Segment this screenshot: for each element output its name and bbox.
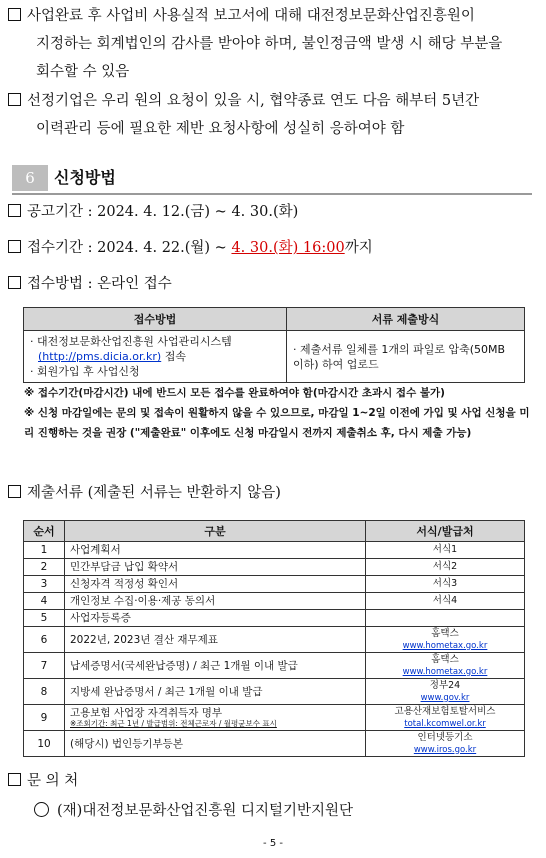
table-row: 2 민간부담금 납입 확약서 서식2	[24, 559, 525, 576]
table-row: 4 개인정보 수집·이용·제공 동의서 서식4	[24, 593, 525, 610]
col-category: 구분	[65, 521, 366, 542]
table-row: 1 사업계획서 서식1	[24, 542, 525, 559]
section-title: 신청방법	[54, 168, 116, 187]
docs-heading: 제출서류 (제출된 서류는 반환하지 않음)	[8, 482, 281, 504]
circle-bullet-icon	[34, 802, 49, 817]
iros-link[interactable]: www.iros.go.kr	[413, 744, 477, 755]
announce-period: 공고기간 : 2024. 4. 12.(금) ~ 4. 30.(화)	[8, 201, 298, 223]
checkbox-bullet-icon	[8, 276, 21, 289]
inquiry-condition-note: ※조회기간: 최근 1년 / 발급범위: 전체근로자 / 월평균보수 표시	[70, 718, 277, 728]
bullet-history: 선정기업은 우리 원의 요청이 있을 시, 협약종료 연도 다음 해부터 5년간 이력관리 등에 필요한 제반 요청사항에 성실히 응하여야 함	[8, 87, 538, 143]
checkbox-bullet-icon	[8, 773, 21, 786]
hometax-link[interactable]: www.hometax.go.kr	[402, 640, 488, 651]
bullet-audit: 사업완료 후 사업비 사용실적 보고서에 대해 대전정보문화산업진흥원이 지정하는 회계법인의 감사를 받아야 하며, 불인정금액 발생 시 해당 부분을 회수할 수 있음	[8, 2, 538, 86]
gov24-link[interactable]: www.gov.kr	[420, 692, 470, 703]
checkbox-bullet-icon	[8, 485, 21, 498]
section-heading	[12, 163, 532, 195]
documents-table	[23, 520, 525, 757]
checkbox-bullet-icon	[8, 240, 21, 253]
checkbox-bullet-icon	[8, 8, 21, 21]
table-row: 7 납세증명서(국세완납증명) / 최근 1개월 이내 발급 홈택스 www.hometax.go.kr	[24, 653, 525, 679]
section-number: 6	[12, 165, 48, 191]
table-row: 5 사업자등록증	[24, 610, 525, 627]
table-row: 3 신청자격 적정성 확인서 서식3	[24, 576, 525, 593]
contact-heading: 문 의 처	[8, 770, 78, 792]
submission-cell: · 제출서류 일체를 1개의 파일로 압축(50MB 이하) 하여 업로드	[287, 331, 525, 383]
table-row: 10 (해당시) 법인등기부등본 인터넷등기소 www.iros.go.kr	[24, 731, 525, 757]
note-deadline: ※ 접수기간(마감시간) 내에 반드시 모든 접수를 완료하여야 함(마감시간 초과시 접수 불가)	[24, 387, 445, 399]
table-row: 6 2022년, 2023년 결산 재무제표 홈택스 www.hometax.go.kr	[24, 627, 525, 653]
table-row: 8 지방세 완납증명서 / 최근 1개월 이내 발급 정부24 www.gov.kr	[24, 679, 525, 705]
receive-method: 접수방법 : 온라인 접수	[8, 273, 172, 295]
deadline-highlight: 4. 30.(화) 16:00	[231, 240, 345, 256]
note-recommend: ※ 신청 마감일에는 문의 및 접속이 원활하지 않을 수 있으므로, 마감일 1~2일 이전에 가입 및 사업 신청을 미리 진행하는 것을 권장 ("제출완료" 이후에도 신청 마감일시 전까지 제출취소 후, 다시 제출 가능)	[24, 407, 530, 439]
pms-link[interactable]: (http://pms.dicia.or.kr)	[38, 350, 162, 363]
col-form: 서식/발급처	[366, 521, 525, 542]
method-table	[23, 307, 525, 383]
method-header: 접수방법	[24, 308, 287, 331]
receive-period: 접수기간 : 2024. 4. 22.(월) ~ 4. 30.(화) 16:00까지	[8, 237, 373, 259]
contact-org: (재)대전정보문화산업진흥원 디지털기반지원단	[34, 800, 353, 822]
col-order: 순서	[24, 521, 65, 542]
checkbox-bullet-icon	[8, 93, 21, 106]
kcomwel-link[interactable]: total.kcomwel.or.kr	[404, 718, 486, 729]
method-cell: · 대전정보문화산업진흥원 사업관리시스템 (http://pms.dicia.or.kr) 접속 · 회원가입 후 사업신청	[24, 331, 287, 383]
table-row: 9 고용보험 사업장 자격취득자 명부 ※조회기간: 최근 1년 / 발급범위: 전체근로자 / 월평균보수 표시 고용산재보험토탈서비스 total.kcomwel.or.kr	[24, 705, 525, 731]
hometax-link[interactable]: www.hometax.go.kr	[402, 666, 488, 677]
page-number: - 5 -	[263, 838, 283, 849]
checkbox-bullet-icon	[8, 204, 21, 217]
submission-header: 서류 제출방식	[287, 308, 525, 331]
